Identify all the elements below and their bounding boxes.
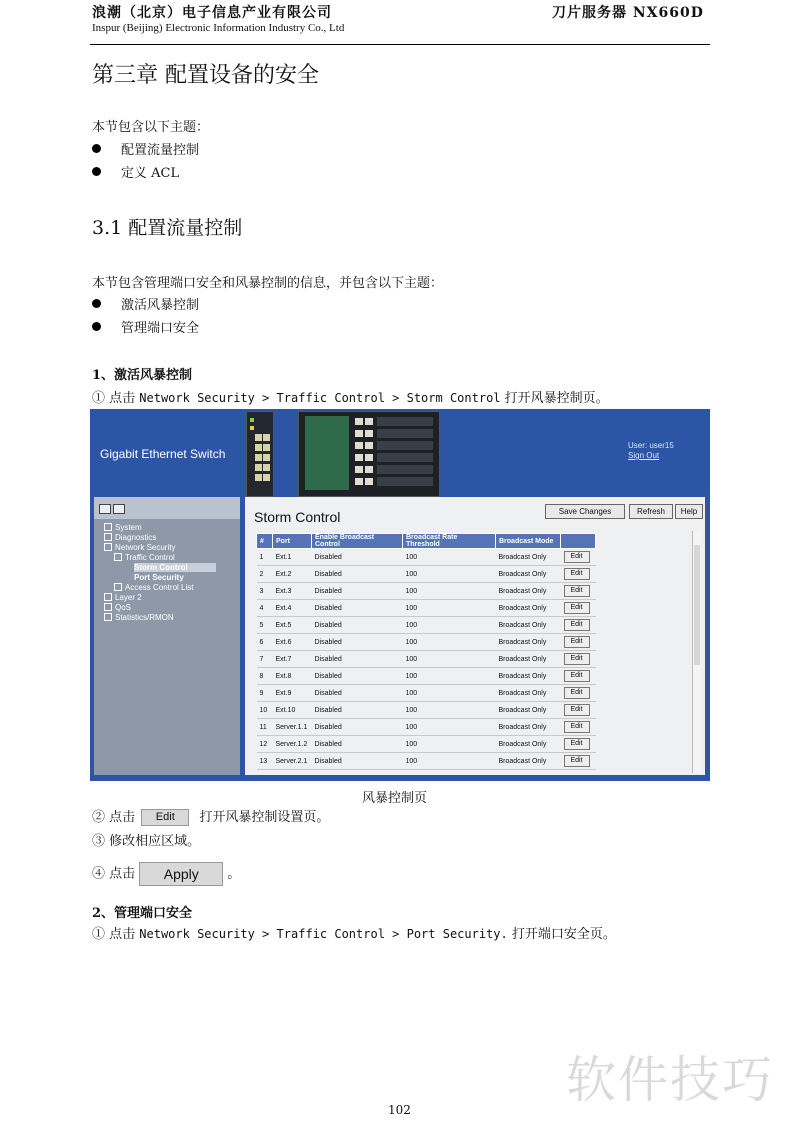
tree-item-storm-control[interactable]: Storm Control (104, 563, 240, 573)
cell-threshold: 100 (403, 719, 496, 736)
expand-icon (104, 593, 112, 601)
cell-port: Ext.3 (273, 583, 312, 600)
main-panel (245, 497, 705, 775)
edit-button[interactable]: Edit (564, 738, 590, 750)
cell-action (561, 668, 596, 685)
cell-threshold: 100 (403, 634, 496, 651)
edit-button[interactable]: Edit (564, 636, 590, 648)
step-b-heading: 2、管理端口安全 (92, 906, 193, 921)
nav-toolbar (94, 497, 240, 519)
cell-threshold: 100 (403, 753, 496, 770)
cell-enable: Disabled (312, 668, 403, 685)
expand-icon (104, 523, 112, 531)
bullet-icon (92, 144, 101, 153)
edit-button[interactable]: Edit (564, 602, 590, 614)
intro-text: 本节包含以下主题： (92, 120, 210, 135)
edit-button[interactable]: Edit (564, 585, 590, 597)
edit-button[interactable]: Edit (564, 670, 590, 682)
cell-action (561, 600, 596, 617)
section-topic: 管理端口安全 (92, 317, 199, 336)
edit-button-sample: Edit (141, 809, 189, 826)
cell-enable: Disabled (312, 634, 403, 651)
figure-caption: 风暴控制页 (362, 791, 428, 806)
cell-enable: Disabled (312, 685, 403, 702)
page-title: Storm Control (254, 509, 341, 525)
cell-index: 9 (257, 685, 273, 702)
cell-port: Ext.7 (273, 651, 312, 668)
table-row (257, 685, 596, 702)
tree-item-network-security[interactable]: Network Security (104, 543, 240, 553)
cell-mode: Broadcast Only (496, 600, 561, 617)
user-info (628, 441, 674, 461)
step1-heading: 1、激活风暴控制 (92, 368, 193, 383)
cell-port: Ext.6 (273, 634, 312, 651)
cell-action (561, 634, 596, 651)
col-action (561, 534, 596, 549)
step4: ④ 点击 Apply 。 (92, 862, 240, 886)
switch-device-image (246, 411, 274, 497)
save-changes-button[interactable]: Save Changes (545, 504, 625, 519)
cell-port: Ext.4 (273, 600, 312, 617)
cell-index: 3 (257, 583, 273, 600)
edit-button[interactable]: Edit (564, 653, 590, 665)
tree-item-layer2[interactable]: Layer 2 (104, 593, 240, 603)
table-row (257, 566, 596, 583)
table-row (257, 600, 596, 617)
col-threshold: Broadcast Rate Threshold (403, 534, 496, 549)
edit-button[interactable]: Edit (564, 568, 590, 580)
cell-mode: Broadcast Only (496, 719, 561, 736)
expand-all-icon[interactable] (99, 504, 111, 514)
header-company-cn: 浪潮（北京）电子信息产业有限公司 (92, 5, 332, 21)
apply-button-sample: Apply (139, 862, 223, 886)
cell-action (561, 617, 596, 634)
refresh-button[interactable]: Refresh (629, 504, 673, 519)
vertical-scrollbar[interactable] (692, 531, 701, 773)
tree-item-port-security[interactable]: Port Security (134, 573, 184, 582)
chassis-device-image (298, 411, 440, 497)
col-index: # (257, 534, 273, 549)
cell-action (561, 719, 596, 736)
bullet-icon (92, 299, 101, 308)
cell-index: 10 (257, 702, 273, 719)
cell-port: Ext.9 (273, 685, 312, 702)
cell-mode: Broadcast Only (496, 634, 561, 651)
table-row (257, 634, 596, 651)
chapter-title: 第三章 配置设备的安全 (92, 63, 319, 88)
col-enable: Enable Broadcast Control (312, 534, 403, 549)
cell-enable: Disabled (312, 600, 403, 617)
cell-action (561, 651, 596, 668)
menu-path: Network Security > Traffic Control > Port Security. (139, 927, 508, 941)
cell-index: 12 (257, 736, 273, 753)
edit-button[interactable]: Edit (564, 619, 590, 631)
menu-path: Network Security > Traffic Control > Storm Control (139, 391, 501, 405)
tree-item-acl[interactable]: Access Control List (104, 583, 240, 593)
cell-index: 2 (257, 566, 273, 583)
table-row (257, 702, 596, 719)
tree-item-system[interactable]: System (104, 523, 240, 533)
storm-control-table (256, 533, 596, 770)
cell-port: Ext.8 (273, 668, 312, 685)
expand-icon (104, 603, 112, 611)
header-product: 刀片服务器 NX660D (552, 5, 704, 21)
storm-control-screenshot (90, 409, 710, 781)
cell-action (561, 685, 596, 702)
header-company-en: Inspur (Beijing) Electronic Information Industry Co., Ltd (92, 22, 345, 34)
edit-button[interactable]: Edit (564, 704, 590, 716)
cell-port: Ext.10 (273, 702, 312, 719)
table-row (257, 583, 596, 600)
step2: ② 点击 Edit 打开风暴控制设置页。 (92, 810, 330, 825)
cell-index: 13 (257, 753, 273, 770)
cell-enable: Disabled (312, 583, 403, 600)
cell-port: Ext.2 (273, 566, 312, 583)
collapse-icon (104, 543, 112, 551)
cell-threshold: 100 (403, 617, 496, 634)
bullet-icon (92, 322, 101, 331)
cell-action (561, 702, 596, 719)
step1-instruction: ① 点击 Network Security > Traffic Control > Storm Control 打开风暴控制页。 (92, 391, 609, 406)
step-b-instruction: ① 点击 Network Security > Traffic Control > Port Security. 打开端口安全页。 (92, 927, 616, 942)
cell-threshold: 100 (403, 668, 496, 685)
table-row (257, 736, 596, 753)
cell-enable: Disabled (312, 719, 403, 736)
cell-enable: Disabled (312, 617, 403, 634)
cell-index: 1 (257, 549, 273, 566)
cell-enable: Disabled (312, 736, 403, 753)
watermark: 软件技巧 (566, 1051, 774, 1109)
nav-tree (94, 519, 240, 623)
sign-out-link[interactable]: Sign Out (628, 451, 660, 460)
cell-port: Server.1.1 (273, 719, 312, 736)
cell-port: Ext.1 (273, 549, 312, 566)
cell-mode: Broadcast Only (496, 617, 561, 634)
brand-title: Gigabit Ethernet Switch (100, 447, 226, 461)
help-button[interactable]: Help (675, 504, 703, 519)
section-topic: 激活风暴控制 (92, 294, 199, 313)
cell-index: 6 (257, 634, 273, 651)
col-mode: Broadcast Mode (496, 534, 561, 549)
cell-port: Server.1.2 (273, 736, 312, 753)
cell-action (561, 736, 596, 753)
scroll-thumb[interactable] (694, 545, 700, 665)
cell-mode: Broadcast Only (496, 685, 561, 702)
cell-threshold: 100 (403, 702, 496, 719)
table-row (257, 617, 596, 634)
cell-action (561, 566, 596, 583)
table-row (257, 753, 596, 770)
cell-action (561, 753, 596, 770)
cell-port: Ext.5 (273, 617, 312, 634)
intro-topic: 配置流量控制 (92, 139, 199, 158)
cell-index: 7 (257, 651, 273, 668)
table-row (257, 549, 596, 566)
cell-threshold: 100 (403, 600, 496, 617)
header-rule (90, 44, 710, 45)
cell-index: 11 (257, 719, 273, 736)
cell-threshold: 100 (403, 549, 496, 566)
expand-icon (104, 533, 112, 541)
expand-icon (104, 613, 112, 621)
cell-index: 8 (257, 668, 273, 685)
edit-button[interactable]: Edit (564, 687, 590, 699)
cell-mode: Broadcast Only (496, 583, 561, 600)
tree-item-traffic-control[interactable]: Traffic Control (104, 553, 240, 563)
tree-item-diagnostics[interactable]: Diagnostics (104, 533, 240, 543)
edit-button[interactable]: Edit (564, 721, 590, 733)
cell-threshold: 100 (403, 685, 496, 702)
col-port: Port (273, 534, 312, 549)
table-row (257, 651, 596, 668)
cell-mode: Broadcast Only (496, 736, 561, 753)
cell-enable: Disabled (312, 566, 403, 583)
cell-threshold: 100 (403, 736, 496, 753)
cell-index: 5 (257, 617, 273, 634)
collapse-all-icon[interactable] (113, 504, 125, 514)
tree-item-statistics[interactable]: Statistics/RMON (104, 613, 240, 623)
cell-action (561, 549, 596, 566)
cell-port: Server.2.1 (273, 753, 312, 770)
cell-mode: Broadcast Only (496, 651, 561, 668)
cell-mode: Broadcast Only (496, 668, 561, 685)
cell-threshold: 100 (403, 583, 496, 600)
cell-enable: Disabled (312, 651, 403, 668)
step3: ③ 修改相应区域。 (92, 834, 201, 849)
table-header-row (257, 534, 596, 549)
expand-icon (114, 583, 122, 591)
cell-mode: Broadcast Only (496, 753, 561, 770)
cell-mode: Broadcast Only (496, 702, 561, 719)
cell-mode: Broadcast Only (496, 566, 561, 583)
cell-enable: Disabled (312, 702, 403, 719)
edit-button[interactable]: Edit (564, 551, 590, 563)
table-row (257, 668, 596, 685)
section-title: 3.1 配置流量控制 (92, 217, 243, 239)
nav-panel (94, 497, 240, 775)
section-intro: 本节包含管理端口安全和风暴控制的信息，并包含以下主题： (92, 276, 444, 291)
tree-item-qos[interactable]: QoS (104, 603, 240, 613)
cell-threshold: 100 (403, 566, 496, 583)
cell-threshold: 100 (403, 651, 496, 668)
cell-index: 4 (257, 600, 273, 617)
cell-enable: Disabled (312, 549, 403, 566)
table-row (257, 719, 596, 736)
intro-topic: 定义 ACL (92, 162, 179, 181)
cell-action (561, 583, 596, 600)
cell-enable: Disabled (312, 753, 403, 770)
page-number: 102 (388, 1103, 411, 1117)
bullet-icon (92, 167, 101, 176)
collapse-icon (114, 553, 122, 561)
edit-button[interactable]: Edit (564, 755, 590, 767)
cell-mode: Broadcast Only (496, 549, 561, 566)
user-label: User: user15 (628, 441, 674, 450)
